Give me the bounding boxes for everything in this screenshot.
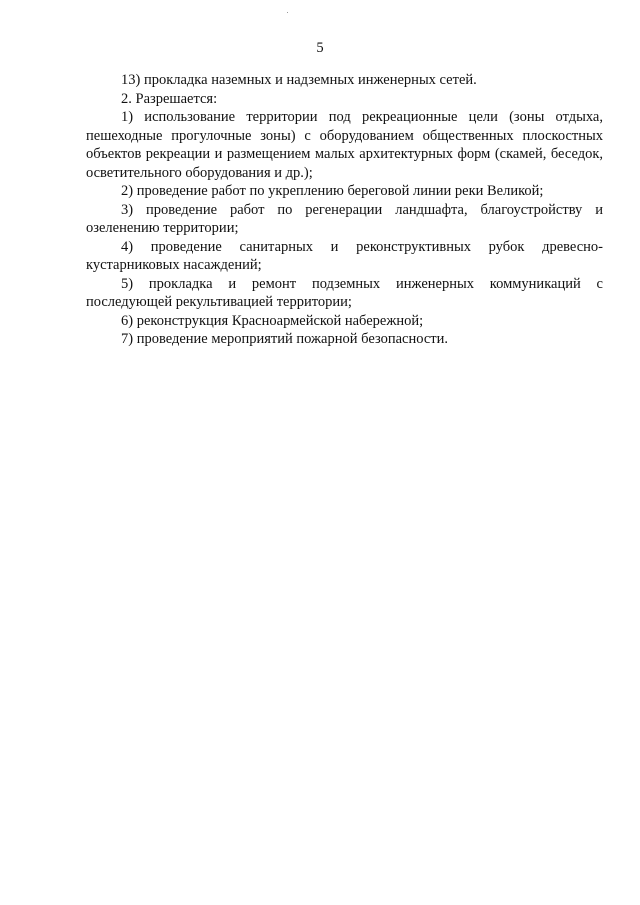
- paragraph-item-5-utilities: 5) прокладка и ремонт подземных инженерных коммуникаций с последующей рекультивацией территории;: [86, 275, 603, 310]
- document-body: [86, 71, 603, 349]
- paragraph-item-7-fire-safety: 7) проведение мероприятий пожарной безопасности.: [121, 331, 448, 347]
- scan-speck: [287, 12, 288, 13]
- paragraph-item-13-networks: 13) прокладка наземных и надземных инженерных сетей.: [121, 72, 477, 88]
- page-number: 5: [316, 40, 324, 56]
- paragraph-item-3-landscape: 3) проведение работ по регенерации ландшафта, благоустройству и озеленению территории;: [86, 201, 603, 236]
- paragraph-item-4-felling: 4) проведение санитарных и реконструктивных рубок древесно-кустарниковых насаждений;: [86, 238, 603, 273]
- paragraph-item-6-embankment: 6) реконструкция Красноармейской набережной;: [121, 312, 424, 329]
- paragraph-item-1-recreation: 1) использование территории под рекреационные цели (зоны отдыха, пешеходные прогулочные зоны) с оборудованием общественных плоскостных объектов рекреации и размещением малых архитектурных форм (скамей, беседок, осветительного оборудования и др.);: [86, 109, 603, 181]
- paragraph-section-2-heading: 2. Разрешается:: [121, 90, 218, 107]
- paragraph-item-2-shoreline: 2) проведение работ по укреплению береговой линии реки Великой;: [121, 183, 544, 199]
